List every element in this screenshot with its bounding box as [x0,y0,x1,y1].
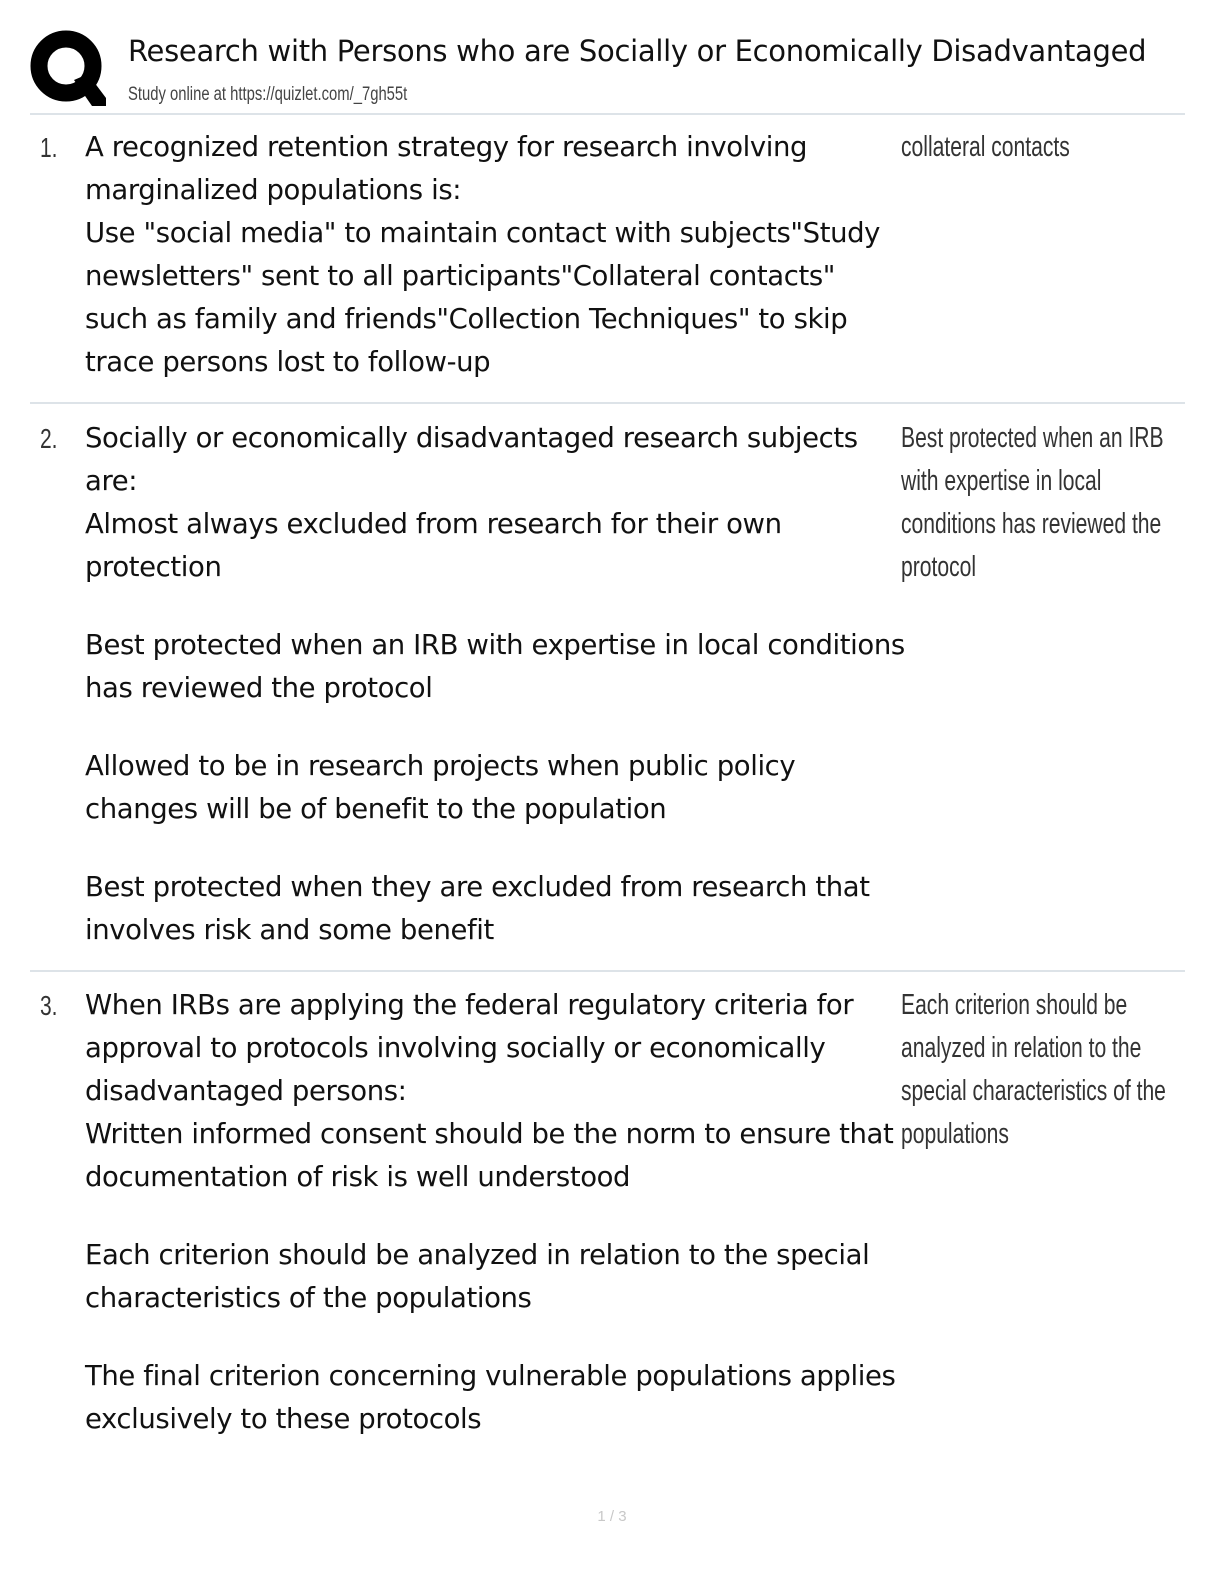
question-text: When IRBs are applying the federal regulatory criteria for approval to protocols involving socially or economically disadvantaged persons: [85,989,854,1107]
option-text: Use "social media" to maintain contact with subjects"Study newsletters" sent to all participants"Collateral contacts" such as family and friends"Collection Techniques" to skip trace persons lost to follow-up [85,217,881,378]
card-answer: Best protected when an IRB with expertise in local conditions has reviewed the protocol [901,422,1164,583]
question-text: Socially or economically disadvantaged research subjects are: [85,422,858,497]
question-text: A recognized retention strategy for research involving marginalized populations is: [85,131,808,206]
page-number: 1 / 3 [597,1508,627,1525]
card-answer: Each criterion should be analyzed in relation to the special characteristics of the populations [901,989,1166,1150]
card-number: 2. [40,423,58,454]
study-online-link[interactable]: Study online at https://quizlet.com/_7gh55t [128,84,408,105]
option-text: Best protected when they are excluded from research that involves risk and some benefit [85,871,870,946]
option-text: Almost always excluded from research for their own protection [85,508,782,583]
option-text: The final criterion concerning vulnerable populations applies exclusively to these protocols [85,1360,896,1435]
page-header [30,28,1185,114]
card-number: 1. [40,132,58,163]
card-question [85,126,905,384]
divider [30,402,1185,404]
card-number: 3. [40,990,58,1021]
option-text: Best protected when an IRB with expertise in local conditions has reviewed the protocol [85,629,905,704]
page-title: Research with Persons who are Socially or Economically Disadvantaged [128,34,1147,68]
option-text: Each criterion should be analyzed in relation to the special characteristics of the populations [85,1239,870,1314]
divider [30,113,1185,115]
card-question [85,984,905,1441]
card-question [85,417,905,952]
option-text: Allowed to be in research projects when public policy changes will be of benefit to the population [85,750,796,825]
option-text: Written informed consent should be the norm to ensure that documentation of risk is well understood [85,1118,894,1193]
divider [30,970,1185,972]
quizlet-logo-icon [30,28,106,108]
card-answer: collateral contacts [901,131,1070,163]
